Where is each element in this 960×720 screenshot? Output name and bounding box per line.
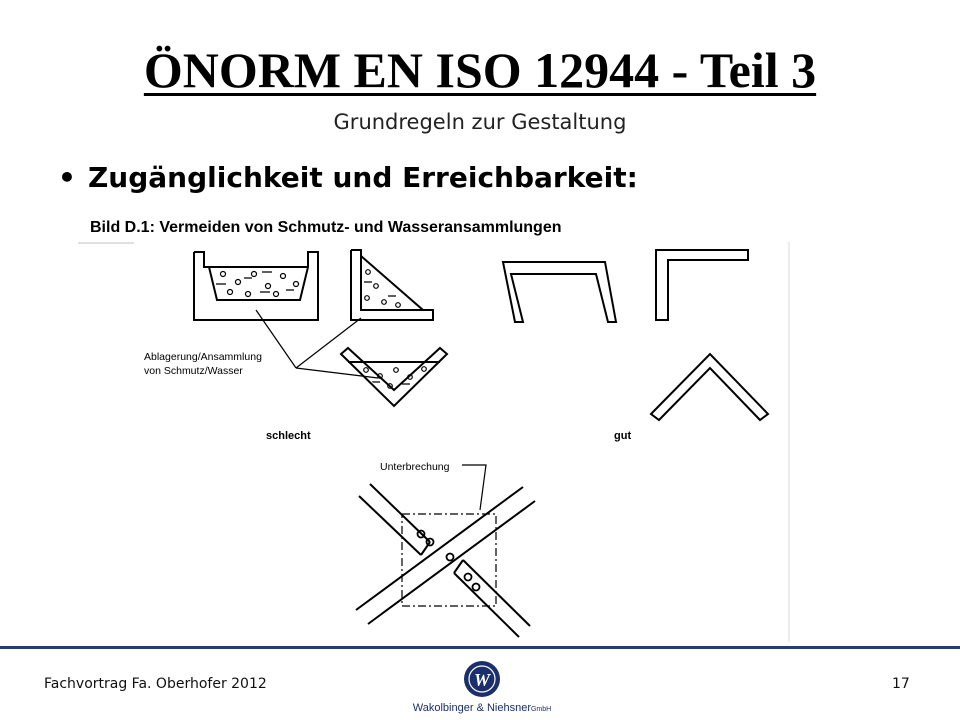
page-number: 17	[892, 676, 910, 692]
footer-text: Fachvortrag Fa. Oberhofer 2012	[44, 676, 267, 692]
caption-underline	[78, 242, 134, 244]
company-logo	[412, 658, 552, 718]
bullet-text: Zugänglichkeit und Erreichbarkeit:	[88, 161, 638, 194]
slide-title	[0, 42, 960, 98]
figure-caption: Bild D.1: Vermeiden von Schmutz- und Wasseransammlungen	[90, 219, 562, 236]
figure-d1	[78, 212, 790, 642]
logo-text	[412, 702, 552, 714]
label-bad: schlecht	[266, 430, 311, 442]
logo-monogram: W	[473, 670, 491, 690]
slide-title-text: ÖNORM EN ISO 12944 - Teil 3	[143, 42, 817, 98]
footer-rule	[0, 646, 960, 649]
deposit-label-line1: Ablagerung/Ansammlung	[144, 351, 262, 363]
bullet-dot-icon: •	[58, 161, 76, 194]
figure-background	[78, 212, 790, 642]
gap-label: Unterbrechung	[380, 461, 450, 473]
logo-suffix: GmbH	[530, 706, 552, 713]
slide-subtitle: Grundregeln zur Gestaltung	[333, 110, 627, 134]
deposit-label-line2: von Schmutz/Wasser	[144, 365, 243, 377]
bullet-item	[58, 158, 638, 198]
logo-name: Wakolbinger & Niehsner	[412, 702, 531, 714]
logo-emblem-icon	[412, 658, 552, 702]
figure-drawing	[78, 212, 790, 642]
label-good: gut	[614, 430, 632, 442]
